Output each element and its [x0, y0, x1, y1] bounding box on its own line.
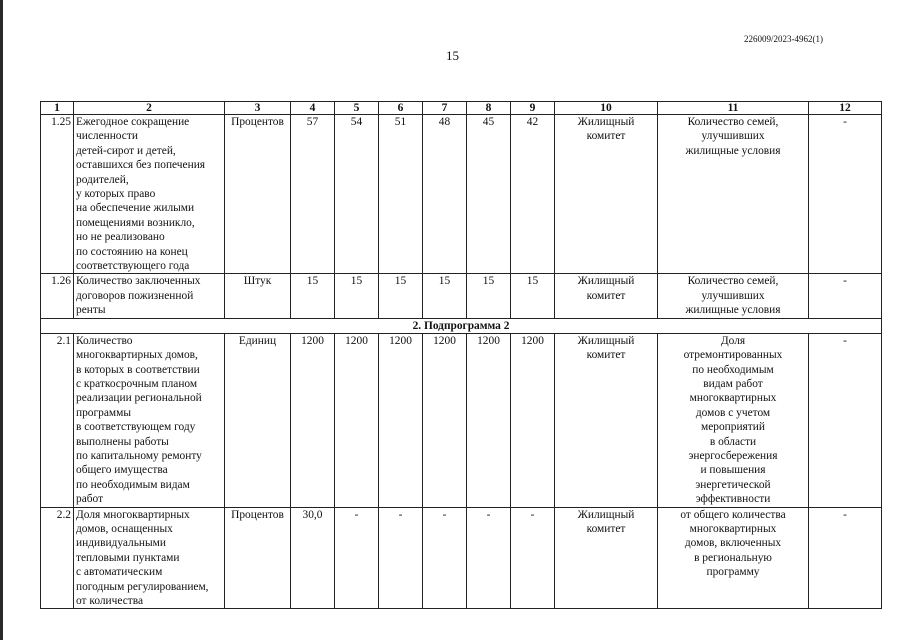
row-value: 1200 [423, 333, 467, 507]
row-value: 54 [335, 115, 379, 274]
row-name [74, 507, 225, 609]
indicators-table [40, 101, 882, 609]
row-executor [555, 507, 658, 609]
row-executor-line: Жилищный [577, 275, 635, 288]
row-name-line: оставшихся без попечения [76, 159, 206, 172]
row-unit: Процентов [225, 507, 291, 609]
header-cell: 11 [658, 102, 809, 115]
row-indicator-line: энергетической [695, 478, 771, 491]
table-row [41, 507, 882, 609]
row-indicator-line: Количество семей, [687, 116, 779, 128]
row-name-line: от количества [76, 595, 144, 607]
row-note: - [809, 507, 882, 609]
row-indicator-line: улучшивших [701, 289, 765, 302]
header-cell: 4 [291, 102, 335, 115]
row-name-line: ренты [76, 304, 106, 317]
row-id: 2.1 [41, 333, 74, 507]
row-name-line: Доля многоквартирных [76, 508, 190, 521]
row-name-line: общего имущества [76, 464, 168, 477]
header-cell: 12 [809, 102, 882, 115]
section-title: 2. Подпрограмма 2 [41, 318, 882, 333]
row-id: 2.2 [41, 507, 74, 609]
row-note: - [809, 333, 882, 507]
header-cell: 9 [511, 102, 555, 115]
row-value: 45 [467, 115, 511, 274]
row-value: 51 [379, 115, 423, 274]
row-indicator-line: жилищные условия [685, 144, 781, 157]
row-value: 48 [423, 115, 467, 274]
row-value: - [467, 507, 511, 609]
row-indicator-line: энергосбережения [688, 449, 778, 462]
header-cell: 5 [335, 102, 379, 115]
row-value: 57 [291, 115, 335, 274]
row-value: - [335, 507, 379, 609]
row-indicator-line: жилищные условия [685, 304, 781, 317]
row-value: 15 [335, 274, 379, 318]
row-indicator-line: по необходимым [692, 363, 774, 376]
row-indicator-line: от общего количества [680, 508, 786, 521]
row-unit: Штук [225, 274, 291, 318]
row-indicator-line: многоквартирных [689, 392, 777, 405]
row-id: 1.25 [41, 115, 74, 274]
row-value: 1200 [291, 333, 335, 507]
row-name [74, 333, 225, 507]
row-executor-line: комитет [586, 349, 626, 362]
row-executor-line: Жилищный [577, 334, 635, 347]
row-value: 15 [511, 274, 555, 318]
row-indicator [658, 115, 809, 274]
row-value: 1200 [467, 333, 511, 507]
header-cell: 3 [225, 102, 291, 115]
row-name-line: индивидуальными [76, 537, 166, 550]
row-indicator-line: в региональную [694, 551, 772, 564]
header-cell: 6 [379, 102, 423, 115]
table-header-row [41, 102, 882, 115]
header-cell: 10 [555, 102, 658, 115]
row-value: 30,0 [291, 507, 335, 609]
row-name-line: по необходимым видам [76, 478, 190, 491]
row-name-line: погодным регулированием, [76, 580, 209, 593]
row-unit: Единиц [225, 333, 291, 507]
row-value: 15 [291, 274, 335, 318]
document-number: 226009/2023-4962(1) [744, 34, 823, 44]
row-id: 1.26 [41, 274, 74, 318]
row-name-line: многоквартирных домов, [76, 349, 198, 362]
row-unit: Процентов [225, 115, 291, 274]
row-name-line: выполнены работы [76, 435, 169, 448]
header-cell: 8 [467, 102, 511, 115]
row-value: 15 [379, 274, 423, 318]
row-name-line: родителей, [76, 173, 129, 186]
row-executor-line: комитет [586, 130, 626, 143]
row-indicator-line: отремонтированных [683, 349, 783, 362]
row-value: 42 [511, 115, 555, 274]
row-indicator-line: и повышения [700, 464, 766, 477]
row-value: - [511, 507, 555, 609]
row-name [74, 115, 225, 274]
row-value: 1200 [379, 333, 423, 507]
row-indicator [658, 507, 809, 609]
row-name-line: реализации региональной [76, 392, 202, 405]
row-name-line: с краткосрочным планом [76, 377, 198, 390]
row-value: - [423, 507, 467, 609]
row-name-line: Количество [76, 334, 133, 347]
row-indicator-line: мероприятий [701, 421, 765, 434]
row-name-line: у которых право [76, 188, 156, 201]
row-indicator-line: программу [706, 566, 760, 579]
row-indicator-line: домов с учетом [695, 406, 771, 419]
row-name-line: соответствующего года [76, 260, 190, 273]
section-row [41, 318, 882, 333]
row-executor [555, 333, 658, 507]
row-name-line: домов, оснащенных [76, 522, 173, 535]
row-name-line: в соответствующем году [76, 421, 196, 434]
row-name-line: работ [76, 493, 104, 506]
row-indicator-line: в области [709, 435, 757, 448]
row-value: 1200 [335, 333, 379, 507]
row-value: - [379, 507, 423, 609]
row-indicator [658, 333, 809, 507]
row-value: 15 [467, 274, 511, 318]
row-name-line: численности [76, 130, 138, 143]
row-indicator-line: видам работ [703, 377, 763, 390]
page-number: 15 [446, 48, 459, 63]
row-executor-line: Жилищный [577, 116, 635, 128]
row-name-line: тепловыми пунктами [76, 551, 180, 564]
row-indicator-line: эффективности [695, 493, 771, 506]
row-name-line: детей-сирот и детей, [76, 144, 176, 157]
row-name [74, 274, 225, 318]
row-name-line: помещениями возникло, [76, 216, 195, 229]
row-name-line: но не реализовано [76, 231, 165, 244]
row-name-line: Количество заключенных [76, 275, 201, 288]
row-name-line: с автоматическим [76, 566, 163, 579]
row-note: - [809, 274, 882, 318]
page-left-edge [0, 0, 3, 640]
row-executor [555, 274, 658, 318]
row-name-line: программы [76, 406, 131, 419]
header-cell: 1 [41, 102, 74, 115]
row-indicator-line: многоквартирных [689, 522, 777, 535]
header-cell: 2 [74, 102, 225, 115]
table-row [41, 115, 882, 274]
row-name-line: Ежегодное сокращение [76, 116, 190, 128]
row-executor-line: комитет [586, 522, 626, 535]
row-executor-line: комитет [586, 289, 626, 302]
table-row [41, 274, 882, 318]
row-indicator [658, 274, 809, 318]
row-indicator-line: улучшивших [701, 130, 765, 143]
row-executor-line: Жилищный [577, 508, 635, 521]
row-value: 15 [423, 274, 467, 318]
row-name-line: договоров пожизненной [76, 289, 194, 302]
row-name-line: по капитальному ремонту [76, 449, 202, 462]
row-value: 1200 [511, 333, 555, 507]
row-note: - [809, 115, 882, 274]
row-indicator-line: Количество семей, [687, 275, 779, 288]
row-executor [555, 115, 658, 274]
row-indicator-line: домов, включенных [684, 537, 782, 550]
header-cell: 7 [423, 102, 467, 115]
table-row [41, 333, 882, 507]
row-name-line: по состоянию на конец [76, 245, 188, 258]
row-name-line: в которых в соответствии [76, 363, 200, 376]
row-indicator-line: Доля [720, 334, 746, 347]
row-name-line: на обеспечение жилыми [76, 202, 195, 215]
